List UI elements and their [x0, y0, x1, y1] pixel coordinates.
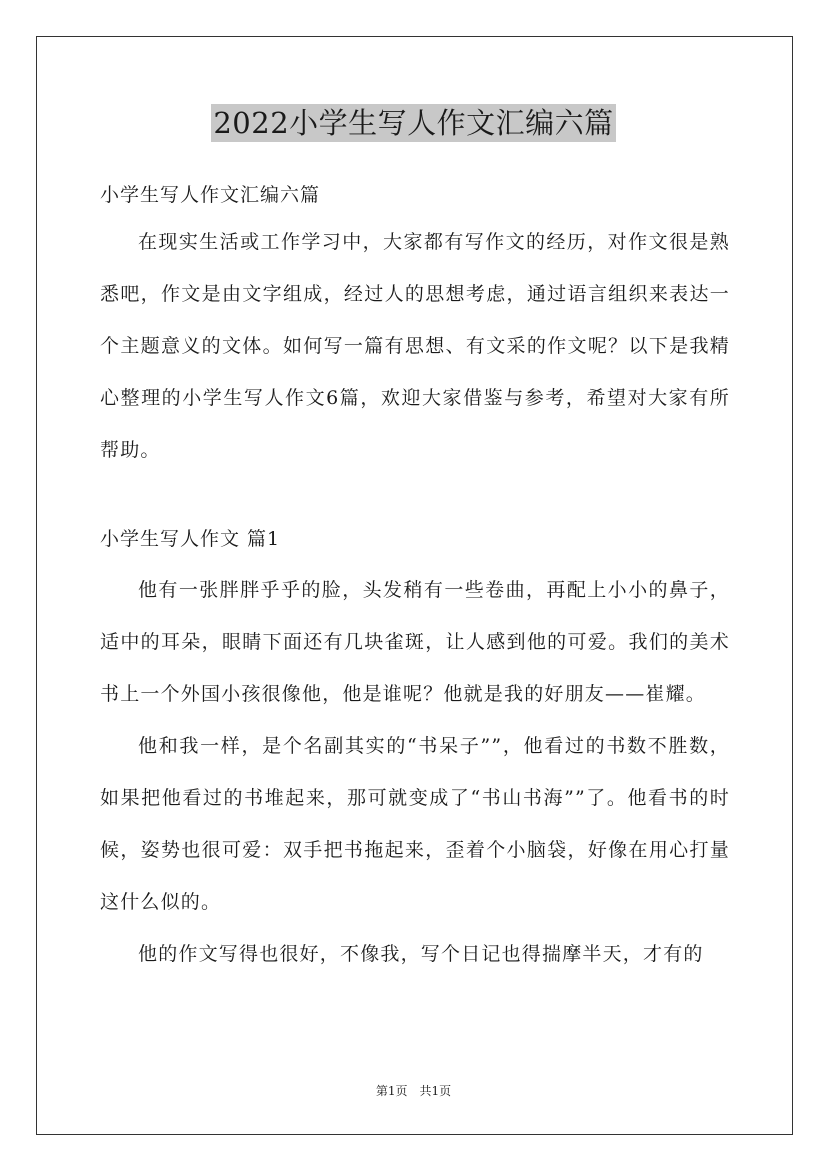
page-number: 第1页 [375, 1084, 408, 1098]
page-footer [0, 1082, 827, 1099]
title-container [0, 104, 827, 142]
body-paragraph: 他有一张胖胖乎乎的脸，头发稍有一些卷曲，再配上小小的鼻子，适中的耳朵，眼睛下面还有几块雀斑，让人感到他的可爱。我们的美术书上一个外国小孩很像他，他是谁呢？他就是我的好朋友——崔耀。 [100, 579, 730, 705]
intro-paragraph: 在现实生活或工作学习中，大家都有写作文的经历，对作文很是熟悉吧，作文是由文字组成，经过人的思想考虑，通过语言组织来表达一个主题意义的文体。如何写一篇有思想、有文采的作文呢？以下是我精心整理的小学生写人作文6篇，欢迎大家借鉴与参考，希望对大家有所帮助。 [100, 231, 730, 461]
document-body [100, 178, 730, 980]
page-total: 共1页 [419, 1084, 452, 1098]
document-title: 2022小学生写人作文汇编六篇 [213, 106, 614, 140]
body-paragraph: 他和我一样，是个名副其实的“书呆子””，他看过的书数不胜数，如果把他看过的书堆起来，那可就变成了“书山书海””了。他看书的时候，姿势也很可爱：双手把书拖起来，歪着个小脑袋，好像在用心打量这什么似的。 [100, 735, 730, 913]
section-heading: 小学生写人作文 篇1 [100, 528, 281, 550]
document-subtitle: 小学生写人作文汇编六篇 [100, 184, 321, 206]
body-paragraph: 他的作文写得也很好，不像我，写个日记也得揣摩半天，才有的 [138, 943, 704, 965]
